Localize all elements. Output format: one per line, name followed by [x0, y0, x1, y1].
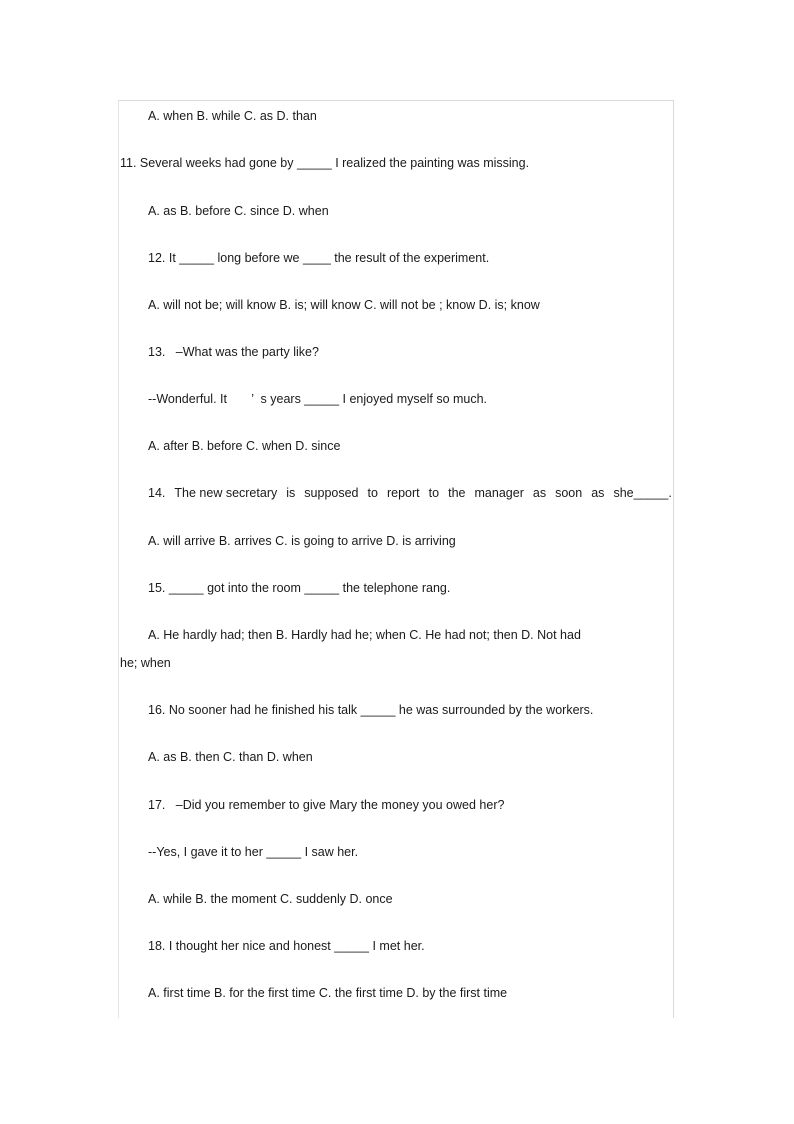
q14-word: 14.: [148, 486, 166, 500]
page-frame: [118, 100, 674, 1018]
q14-word: as: [591, 486, 605, 500]
q17-question: 17. –Did you remember to give Mary the money you owed her?: [148, 798, 505, 812]
q14-word: manager: [474, 486, 524, 500]
q18-options: A. first time B. for the first time C. the first time D. by the first time: [148, 986, 508, 1000]
q15-question: 15. _____ got into the room _____ the telephone rang.: [148, 581, 451, 595]
q14-word: as: [532, 486, 547, 500]
q14-word: supposed: [304, 486, 359, 500]
q14-word: to: [428, 486, 440, 500]
q10-options: A. when B. while C. as D. than: [148, 109, 317, 123]
q17-options: A. while B. the moment C. suddenly D. once: [148, 892, 393, 906]
q14-word: the: [448, 486, 466, 500]
q14-word: is: [286, 486, 296, 500]
q11-options: A. as B. before C. since D. when: [148, 204, 329, 218]
q18-question: 18. I thought her nice and honest _____ I met her.: [148, 939, 425, 953]
q11-question: 11. Several weeks had gone by _____ I realized the painting was missing.: [120, 156, 530, 170]
q14-options: A. will arrive B. arrives C. is going to arrive D. is arriving: [148, 534, 456, 548]
q14-word: she_____.: [613, 486, 672, 500]
q17-response: --Yes, I gave it to her _____ I saw her.: [148, 845, 359, 859]
q14-question: [148, 485, 672, 501]
q12-options: A. will not be; will know B. is; will know C. will not be ; know D. is; know: [148, 298, 540, 312]
q14-word: report: [386, 486, 420, 500]
q14-word: soon: [555, 486, 583, 500]
q13-question: 13. –What was the party like?: [148, 345, 319, 359]
q16-options: A. as B. then C. than D. when: [148, 750, 313, 764]
q14-word: to: [367, 486, 378, 500]
q16-question: 16. No sooner had he finished his talk _____ he was surrounded by the workers.: [148, 703, 594, 717]
q15-options-continued: he; when: [120, 656, 171, 670]
q13-options: A. after B. before C. when D. since: [148, 439, 341, 453]
q13-response: --Wonderful. It ’ s years _____ I enjoyed myself so much.: [148, 392, 488, 406]
q15-options: A. He hardly had; then B. Hardly had he; when C. He had not; then D. Not had: [148, 628, 581, 642]
q14-word: The new secretary: [174, 486, 278, 500]
q12-question: 12. It _____ long before we ____ the result of the experiment.: [148, 251, 490, 265]
